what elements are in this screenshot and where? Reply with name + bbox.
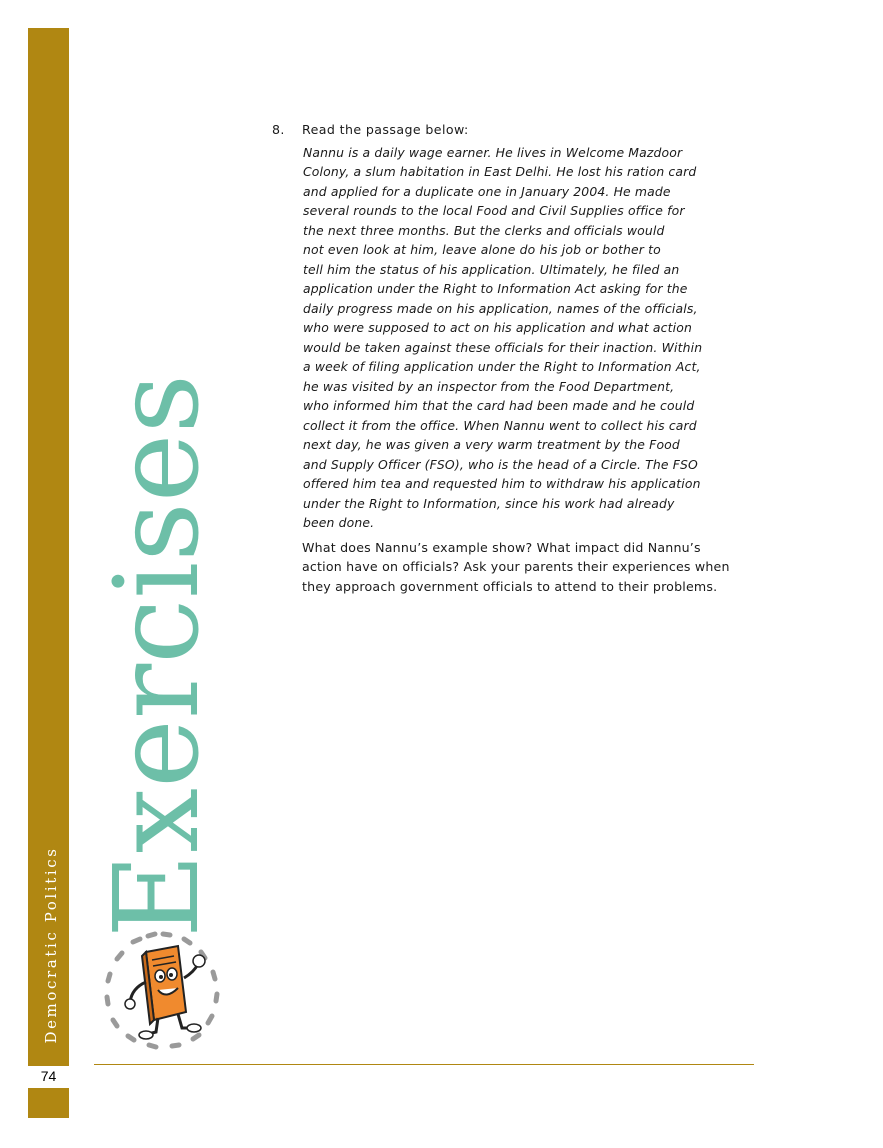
question-prompt-line (272, 120, 752, 140)
bottom-rule (94, 1064, 754, 1065)
passage-line: and applied for a duplicate one in January 2004. He made (303, 183, 671, 199)
passage (303, 143, 748, 533)
passage-line: offered him tea and requested him to withdraw his application (303, 476, 701, 491)
passage-line: who informed him that the card had been made and he could (303, 398, 695, 413)
passage-line: a week of filing application under the Right to Information Act, (303, 359, 701, 374)
passage-line: who were supposed to act on his application and what action (303, 320, 692, 335)
page-number: 74 (40, 1068, 57, 1084)
passage-line: tell him the status of his application. Ultimately, he filed an (303, 261, 680, 277)
passage-line: Nannu is a daily wage earner. He lives in Welcome Mazdoor (303, 144, 683, 160)
passage-line: several rounds to the local Food and Civil Supplies office for (303, 203, 685, 218)
question-text: What does Nannu’s example show? What impact did Nannu’s action have on officials? Ask your parents their experiences when they approach government officials to attend to their problems. (302, 539, 730, 594)
passage-line: he was visited by an inspector from the Food Department, (303, 378, 675, 394)
question-number: 8. (272, 122, 285, 137)
passage-line: application under the Right to Information Act asking for the (303, 281, 688, 296)
passage-line: Colony, a slum habitation in East Delhi. He lost his ration card (303, 164, 697, 179)
section-title: Exercises (90, 374, 225, 938)
passage-line: under the Right to Information, since his work had already (303, 495, 675, 511)
passage-line: collect it from the office. When Nannu went to collect his card (303, 417, 697, 433)
passage-line: been done. (303, 515, 375, 530)
exercise-question (272, 120, 752, 596)
passage-line: not even look at him, leave alone do his job or bother to (303, 242, 661, 257)
passage-line: daily progress made on his application, names of the officials, (303, 300, 698, 316)
question-prompt: Read the passage below: (302, 122, 469, 137)
passage-line: and Supply Officer (FSO), who is the head of a Circle. The FSO (303, 456, 698, 472)
cartoon-book-mascot-icon (100, 928, 226, 1054)
passage-line: next day, he was given a very warm treatment by the Food (303, 437, 680, 452)
book-title-label: Democratic Politics (42, 846, 60, 1044)
passage-line: the next three months. But the clerks and officials would (303, 222, 665, 238)
book-character (125, 946, 205, 1039)
passage-line: would be taken against these officials for their inaction. Within (303, 339, 703, 355)
